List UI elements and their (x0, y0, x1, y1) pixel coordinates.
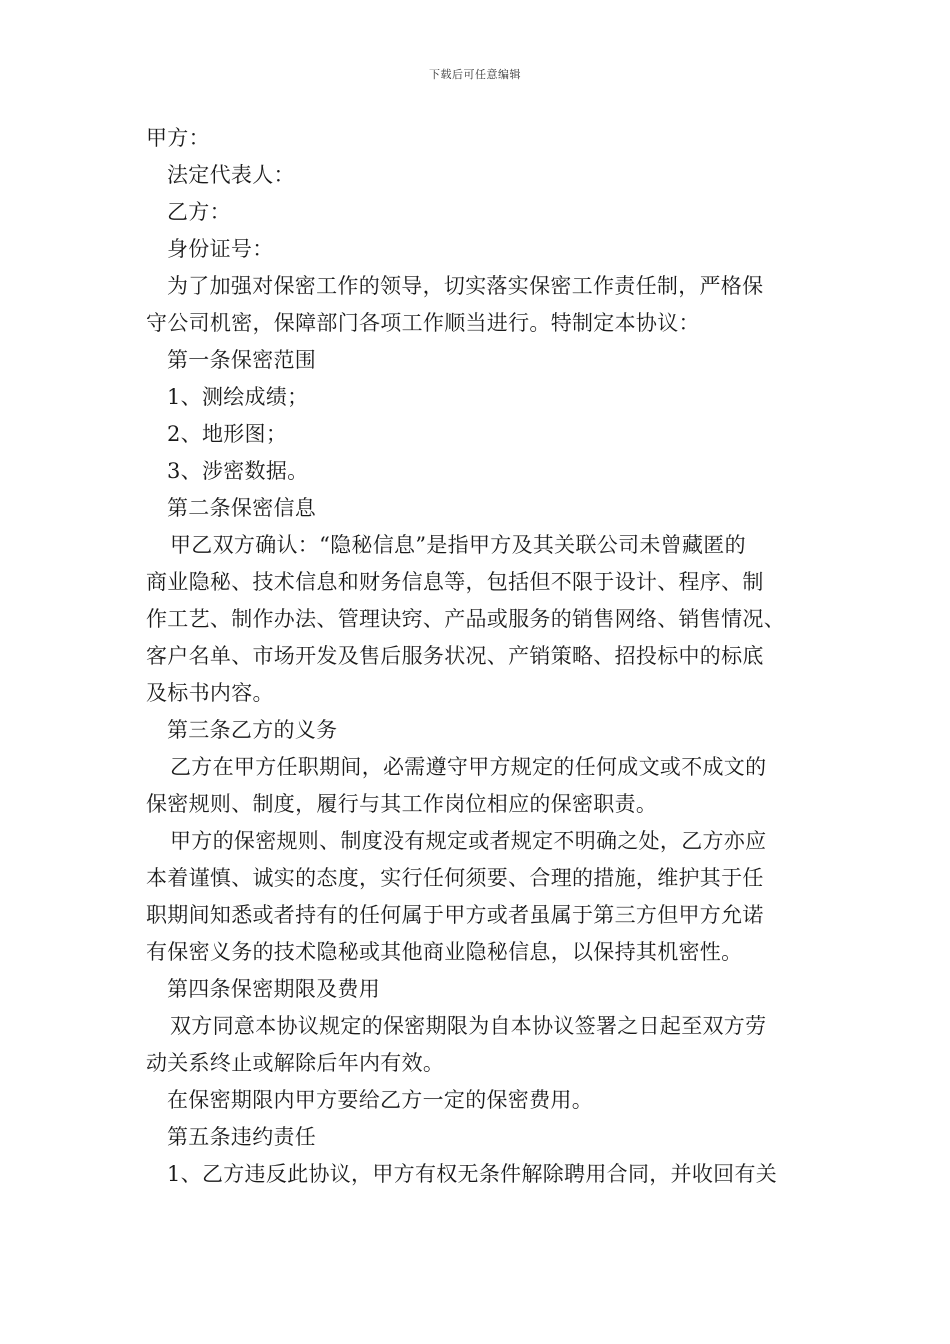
paragraph-line: 法定代表人： (167, 163, 295, 187)
page-header: 下载后可任意编辑 (429, 68, 521, 81)
paragraph-line: 身份证号： (167, 237, 274, 261)
paragraph-line: 作工艺、制作办法、管理诀窍、产品或服务的销售网络、销售情况、 (146, 607, 785, 631)
paragraph-line: 动关系终止或解除后年内有效。 (146, 1051, 445, 1075)
paragraph-line: 2、地形图； (167, 422, 288, 446)
paragraph-line: 1、测绘成绩； (167, 385, 309, 409)
paragraph-line: 1、乙方违反此协议，甲方有权无条件解除聘用合同，并收回有关 (167, 1162, 778, 1186)
paragraph-line: 甲方： (146, 126, 210, 150)
paragraph-line: 第五条违约责任 (167, 1125, 317, 1149)
paragraph-line: 第四条保密期限及费用 (167, 977, 380, 1001)
paragraph-line: 在保密期限内甲方要给乙方一定的保密费用。 (167, 1088, 593, 1112)
paragraph-line: 为了加强对保密工作的领导，切实落实保密工作责任制，严格保 (167, 274, 764, 298)
paragraph-line: 双方同意本协议规定的保密期限为自本协议签署之日起至双方劳 (170, 1014, 767, 1038)
paragraph-line: 有保密义务的技术隐秘或其他商业隐秘信息，以保持其机密性。 (146, 940, 743, 964)
paragraph-line: 商业隐秘、技术信息和财务信息等，包括但不限于设计、程序、制 (146, 570, 764, 594)
paragraph-line: 乙方： (167, 200, 231, 224)
paragraph-line: 甲方的保密规则、制度没有规定或者规定不明确之处，乙方亦应 (170, 829, 767, 853)
paragraph-line: 职期间知悉或者持有的任何属于甲方或者虽属于第三方但甲方允诺 (146, 903, 764, 927)
paragraph-line: 甲乙双方确认：“隐秘信息”是指甲方及其关联公司未曾藏匿的 (170, 533, 746, 557)
paragraph-line: 保密规则、制度，履行与其工作岗位相应的保密职责。 (146, 792, 658, 816)
paragraph-line: 第一条保密范围 (167, 348, 317, 372)
document-body (146, 120, 826, 1193)
paragraph-line: 3、涉密数据。 (167, 459, 309, 483)
paragraph-line: 及标书内容。 (146, 681, 274, 705)
paragraph-line: 第二条保密信息 (167, 496, 317, 520)
paragraph-line: 守公司机密，保障部门各项工作顺当进行。特制定本协议： (146, 311, 700, 335)
paragraph-line: 第三条乙方的义务 (167, 718, 338, 742)
paragraph-line: 乙方在甲方任职期间，必需遵守甲方规定的任何成文或不成文的 (170, 755, 767, 779)
paragraph-line: 客户名单、市场开发及售后服务状况、产销策略、招投标中的标底 (146, 644, 764, 668)
paragraph-line: 本着谨慎、诚实的态度，实行任何须要、合理的措施，维护其于任 (146, 866, 764, 890)
